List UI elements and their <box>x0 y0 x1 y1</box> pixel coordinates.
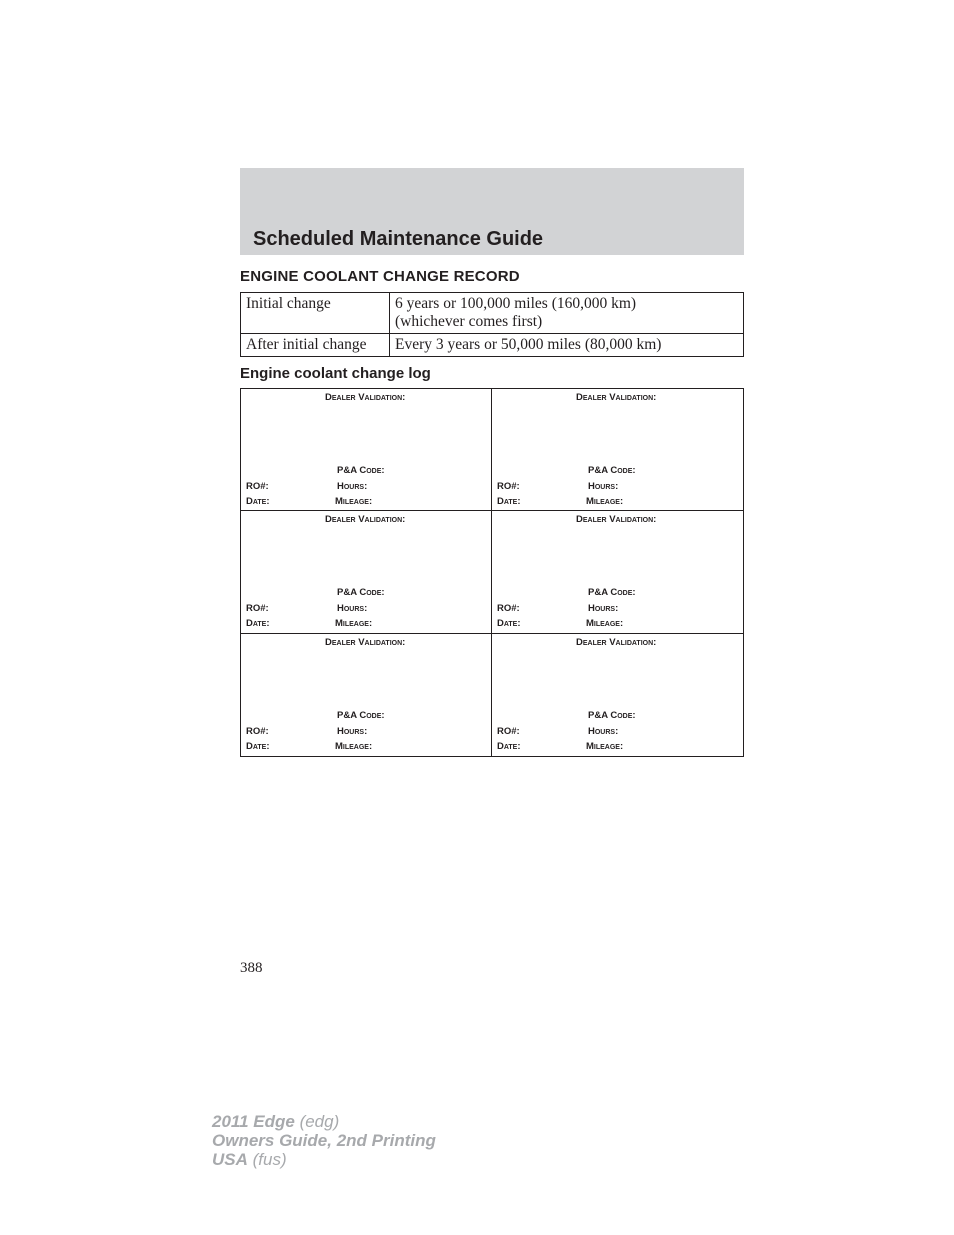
ro-number-label: RO#: <box>497 725 520 737</box>
page-title: Scheduled Maintenance Guide <box>253 228 544 250</box>
hours-label: Hours: <box>337 603 368 615</box>
footer-market: USA <box>212 1150 248 1169</box>
footer-model: 2011 Edge <box>212 1112 295 1131</box>
pa-code-label: P&A Code: <box>337 587 385 599</box>
dealer-validation-label: Dealer Validation: <box>576 636 657 648</box>
header-band <box>240 168 744 255</box>
hours-label: Hours: <box>337 725 368 737</box>
log-entry <box>492 389 743 511</box>
date-label: Date: <box>497 496 521 507</box>
log-heading: Engine coolant change log <box>240 365 431 382</box>
date-label: Date: <box>497 618 521 630</box>
log-entry <box>241 389 492 511</box>
ro-number-label: RO#: <box>246 481 269 492</box>
ro-number-label: RO#: <box>497 481 520 492</box>
log-entry <box>241 634 492 756</box>
record-value: Every 3 years or 50,000 miles (80,000 km) <box>390 334 744 357</box>
date-label: Date: <box>246 740 270 752</box>
ro-number-label: RO#: <box>246 603 269 615</box>
ro-number-label: RO#: <box>497 603 520 615</box>
date-label: Date: <box>497 740 521 752</box>
dealer-validation-label: Dealer Validation: <box>576 392 657 403</box>
footer-market-code: (fus) <box>247 1150 287 1169</box>
record-label: Initial change <box>241 293 390 334</box>
dealer-validation-label: Dealer Validation: <box>325 514 406 526</box>
pa-code-label: P&A Code: <box>588 465 636 476</box>
footer-line: Owners Guide, 2nd Printing <box>212 1131 436 1150</box>
section-heading: ENGINE COOLANT CHANGE RECORD <box>240 268 520 285</box>
table-row <box>241 334 744 357</box>
dealer-validation-label: Dealer Validation: <box>325 392 406 403</box>
pa-code-label: P&A Code: <box>337 465 385 476</box>
hours-label: Hours: <box>588 481 619 492</box>
hours-label: Hours: <box>588 603 619 615</box>
mileage-label: Mileage: <box>586 618 624 630</box>
mileage-label: Mileage: <box>586 740 624 752</box>
mileage-label: Mileage: <box>335 740 373 752</box>
log-entry <box>492 634 743 756</box>
ro-number-label: RO#: <box>246 725 269 737</box>
date-label: Date: <box>246 496 270 507</box>
mileage-label: Mileage: <box>335 618 373 630</box>
document-footer <box>212 1112 436 1169</box>
coolant-change-log-grid <box>240 388 744 757</box>
record-value-line: 6 years or 100,000 miles (160,000 km) <box>395 295 637 312</box>
mileage-label: Mileage: <box>586 496 624 507</box>
footer-line <box>212 1112 436 1131</box>
pa-code-label: P&A Code: <box>337 709 385 721</box>
dealer-validation-label: Dealer Validation: <box>325 636 406 648</box>
coolant-change-record-table <box>240 292 744 357</box>
date-label: Date: <box>246 618 270 630</box>
footer-model-code: (edg) <box>294 1112 340 1131</box>
record-value-line: (whichever comes first) <box>395 313 543 330</box>
record-label: After initial change <box>241 334 390 357</box>
hours-label: Hours: <box>337 481 368 492</box>
table-row <box>241 293 744 334</box>
pa-code-label: P&A Code: <box>588 709 636 721</box>
hours-label: Hours: <box>588 725 619 737</box>
page-number: 388 <box>240 960 263 976</box>
mileage-label: Mileage: <box>335 496 373 507</box>
pa-code-label: P&A Code: <box>588 587 636 599</box>
footer-line <box>212 1150 436 1169</box>
log-entry <box>492 511 743 633</box>
log-entry <box>241 511 492 633</box>
record-value <box>390 293 744 334</box>
dealer-validation-label: Dealer Validation: <box>576 514 657 526</box>
